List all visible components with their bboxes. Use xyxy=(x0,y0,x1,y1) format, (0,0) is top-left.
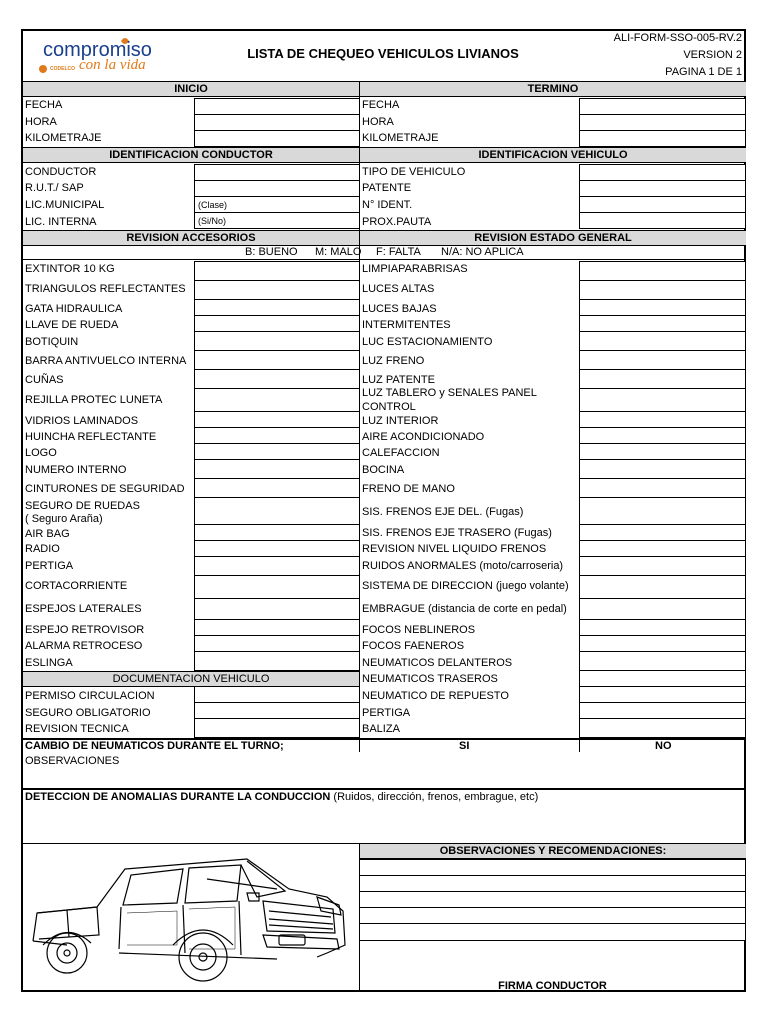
documentacion-header xyxy=(23,671,359,687)
answer-espejos-laterales[interactable] xyxy=(194,598,360,620)
cambio-divider-2 xyxy=(579,739,580,752)
revision-estado-header xyxy=(359,230,746,246)
obs-line-5[interactable] xyxy=(359,923,746,941)
inicio-hora-label: HORA xyxy=(25,116,57,128)
answer-frenos-eje-trasero[interactable] xyxy=(579,524,746,541)
item-sistema-direccion: SISTEMA DE DIRECCION (juego volante) xyxy=(362,580,569,592)
deteccion-label-wrapper xyxy=(25,790,538,804)
answer-botiquin[interactable] xyxy=(194,331,360,351)
answer-focos-neblineros[interactable] xyxy=(579,619,746,636)
observaciones-label: OBSERVACIONES xyxy=(25,755,120,767)
item-aire-acondicionado: AIRE ACONDICIONADO xyxy=(362,431,485,443)
answer-neumaticos-delanteros[interactable] xyxy=(579,651,746,671)
answer-logo[interactable] xyxy=(194,443,360,460)
item-huincha: HUINCHA REFLECTANTE xyxy=(25,431,157,443)
answer-triangulos[interactable] xyxy=(194,280,360,300)
item-focos-neblineros: FOCOS NEBLINEROS xyxy=(362,624,476,636)
answer-cortacorriente[interactable] xyxy=(194,575,360,599)
answer-radio[interactable] xyxy=(194,540,360,557)
cambio-no-label: NO xyxy=(655,740,672,752)
cambio-si-label: SI xyxy=(459,740,470,752)
firma-conductor-label: FIRMA CONDUCTOR xyxy=(498,980,607,992)
obs-recomendaciones-title: OBSERVACIONES Y RECOMENDACIONES: xyxy=(439,845,667,857)
item-extintor: EXTINTOR 10 KG xyxy=(25,263,115,275)
item-air-bag: AIR BAG xyxy=(25,528,70,540)
revision-accesorios-header xyxy=(23,230,359,246)
patente-field[interactable] xyxy=(579,180,746,197)
item-numero-interno: NUMERO INTERNO xyxy=(25,464,127,476)
id-conductor-header xyxy=(23,147,359,163)
form-title: LISTA DE CHEQUEO VEHICULOS LIVIANOS xyxy=(247,46,519,61)
answer-limpiaparabrisas[interactable] xyxy=(579,261,746,281)
item-rejilla: REJILLA PROTEC LUNETA xyxy=(25,394,163,406)
item-neumaticos-delanteros: NEUMATICOS DELANTEROS xyxy=(362,657,513,669)
cambio-divider-1 xyxy=(359,739,360,752)
deteccion-area[interactable] xyxy=(23,805,746,844)
checklist-form xyxy=(21,29,746,992)
item-seguro-arana: ( Seguro Araña) xyxy=(25,513,103,525)
item-frenos-eje-trasero: SIS. FRENOS EJE TRASERO (Fugas) xyxy=(362,527,552,539)
legend-bueno: B: BUENO xyxy=(245,246,298,258)
termino-fecha-field[interactable] xyxy=(579,98,746,115)
n-ident-label: N° IDENT. xyxy=(362,199,413,211)
item-neumatico-repuesto: NEUMATICO DE REPUESTO xyxy=(362,690,509,702)
inicio-title: INICIO xyxy=(174,83,208,95)
lic-municipal-label: LIC.MUNICIPAL xyxy=(25,199,105,211)
item-limpiaparabrisas: LIMPIAPARABRISAS xyxy=(362,263,468,275)
answer-gata[interactable] xyxy=(194,299,360,316)
item-triangulos: TRIANGULOS REFLECTANTES xyxy=(25,283,186,295)
legend-falta: F: FALTA xyxy=(376,246,421,258)
id-vehiculo-title: IDENTIFICACION VEHICULO xyxy=(478,149,628,161)
answer-luz-freno[interactable] xyxy=(579,350,746,370)
si-no-hint: (Si/No) xyxy=(198,216,227,226)
item-freno-mano: FRENO DE MANO xyxy=(362,483,455,495)
item-luz-patente: LUZ PATENTE xyxy=(362,374,435,386)
item-luces-altas: LUCES ALTAS xyxy=(362,283,435,295)
answer-eslinga[interactable] xyxy=(194,651,360,671)
termino-title: TERMINO xyxy=(527,83,579,95)
observaciones-area[interactable] xyxy=(23,753,746,789)
item-luz-freno: LUZ FRENO xyxy=(362,355,425,367)
answer-frenos-eje-del[interactable] xyxy=(579,497,746,525)
item-ruidos-anormales: RUIDOS ANORMALES (moto/carroseria) xyxy=(362,560,564,572)
item-pertiga-right: PERTIGA xyxy=(362,707,411,719)
item-eslinga: ESLINGA xyxy=(25,657,73,669)
logo-main-text: compromiso xyxy=(43,39,152,61)
answer-cunas[interactable] xyxy=(194,369,360,389)
termino-kilometraje-field[interactable] xyxy=(579,130,746,147)
conductor-label: CONDUCTOR xyxy=(25,166,97,178)
tipo-vehiculo-field[interactable] xyxy=(579,164,746,181)
inicio-header xyxy=(23,81,359,97)
logo-sub-text: con la vida xyxy=(79,57,146,73)
cambio-row xyxy=(23,738,746,752)
item-liquido-frenos: REVISION NIVEL LIQUIDO FRENOS xyxy=(362,543,547,555)
answer-luz-patente[interactable] xyxy=(579,369,746,389)
answer-aire-acondicionado[interactable] xyxy=(579,427,746,444)
item-luz-tablero: LUZ TABLERO y SENALES PANEL xyxy=(362,387,537,399)
doc-revision-label: REVISION TECNICA xyxy=(25,723,129,735)
rut-sap-label: R.U.T./ SAP xyxy=(25,182,84,194)
inicio-fecha-field[interactable] xyxy=(194,98,360,115)
obs-line-4[interactable] xyxy=(359,907,746,924)
item-bocina: BOCINA xyxy=(362,464,405,476)
item-espejo-retrovisor: ESPEJO RETROVISOR xyxy=(25,624,145,636)
logo xyxy=(33,35,183,77)
answer-calefaccion[interactable] xyxy=(579,443,746,460)
obs-line-3[interactable] xyxy=(359,891,746,908)
item-focos-faeneros: FOCOS FAENEROS xyxy=(362,640,465,652)
answer-luc-estacionamiento[interactable] xyxy=(579,331,746,351)
answer-permiso[interactable] xyxy=(194,686,360,703)
conductor-field[interactable] xyxy=(194,164,360,181)
lic-municipal-field[interactable] xyxy=(194,196,360,213)
form-version: VERSION 2 xyxy=(683,49,742,61)
lic-interna-field[interactable] xyxy=(194,212,360,229)
legend-no-aplica: N/A: NO APLICA xyxy=(441,246,524,258)
answer-vidrios[interactable] xyxy=(194,411,360,428)
pickup-truck-illustration xyxy=(27,849,355,989)
doc-seguro-label: SEGURO OBLIGATORIO xyxy=(25,707,151,719)
legend-row xyxy=(23,245,746,260)
legend-malo: M: MALO xyxy=(315,246,362,258)
center-divider xyxy=(359,81,360,738)
revision-accesorios-title: REVISION ACCESORIOS xyxy=(126,232,256,244)
prox-pauta-field[interactable] xyxy=(579,212,746,229)
answer-seguro-ruedas[interactable] xyxy=(194,497,360,525)
inicio-fecha-label: FECHA xyxy=(25,99,63,111)
cambio-label: CAMBIO DE NEUMATICOS DURANTE EL TURNO; xyxy=(25,740,284,752)
answer-liquido-frenos[interactable] xyxy=(579,540,746,557)
answer-air-bag[interactable] xyxy=(194,524,360,541)
id-conductor-title: IDENTIFICACION CONDUCTOR xyxy=(109,149,273,161)
item-radio: RADIO xyxy=(25,543,60,555)
item-alarma-retroceso: ALARMA RETROCESO xyxy=(25,640,143,652)
answer-baliza[interactable] xyxy=(579,718,746,738)
answer-alarma-retroceso[interactable] xyxy=(194,635,360,652)
answer-numero-interno[interactable] xyxy=(194,459,360,479)
termino-header xyxy=(359,81,746,97)
answer-luces-altas[interactable] xyxy=(579,280,746,300)
item-gata: GATA HIDRAULICA xyxy=(25,303,123,315)
rut-sap-field[interactable] xyxy=(194,180,360,197)
answer-sistema-direccion[interactable] xyxy=(579,575,746,599)
form-page: PAGINA 1 DE 1 xyxy=(665,66,742,78)
item-cinturones: CINTURONES DE SEGURIDAD xyxy=(25,483,185,495)
inicio-kilometraje-field[interactable] xyxy=(194,130,360,147)
answer-cinturones[interactable] xyxy=(194,478,360,498)
answer-embrague[interactable] xyxy=(579,598,746,620)
answer-pertiga-left[interactable] xyxy=(194,556,360,576)
item-espejos-laterales: ESPEJOS LATERALES xyxy=(25,603,142,615)
item-luz-interior: LUZ INTERIOR xyxy=(362,415,439,427)
deteccion-label-bold: DETECCION DE ANOMALIAS DURANTE LA CONDUCCION xyxy=(25,791,331,803)
obs-line-1[interactable] xyxy=(359,859,746,876)
answer-neumatico-repuesto[interactable] xyxy=(579,686,746,703)
item-intermitentes: INTERMITENTES xyxy=(362,319,451,331)
id-vehiculo-header xyxy=(359,147,746,163)
answer-luz-interior[interactable] xyxy=(579,411,746,428)
lic-interna-label: LIC. INTERNA xyxy=(25,216,97,228)
item-luces-bajas: LUCES BAJAS xyxy=(362,303,437,315)
answer-llave-rueda[interactable] xyxy=(194,315,360,332)
item-pertiga-left: PERTIGA xyxy=(25,560,74,572)
answer-seguro[interactable] xyxy=(194,702,360,719)
obs-recomendaciones-header xyxy=(359,844,746,859)
item-botiquin: BOTIQUIN xyxy=(25,336,79,348)
item-seguro-ruedas: SEGURO DE RUEDAS xyxy=(25,500,140,512)
item-neumaticos-traseros: NEUMATICOS TRASEROS xyxy=(362,673,498,685)
item-llave-rueda: LLAVE DE RUEDA xyxy=(25,319,119,331)
item-luc-estacionamiento: LUC ESTACIONAMIENTO xyxy=(362,336,493,348)
answer-neumaticos-traseros[interactable] xyxy=(579,670,746,687)
revision-estado-title: REVISION ESTADO GENERAL xyxy=(474,232,632,244)
termino-hora-field[interactable] xyxy=(579,114,746,131)
answer-extintor[interactable] xyxy=(194,261,360,281)
documentacion-title: DOCUMENTACION VEHICULO xyxy=(112,673,270,685)
patente-label: PATENTE xyxy=(362,182,412,194)
answer-intermitentes[interactable] xyxy=(579,315,746,332)
answer-pertiga-right[interactable] xyxy=(579,702,746,719)
answer-bocina[interactable] xyxy=(579,459,746,479)
answer-luces-bajas[interactable] xyxy=(579,299,746,316)
answer-barra-antivuelco[interactable] xyxy=(194,350,360,370)
form-code: ALI-FORM-SSO-005-RV.2 xyxy=(613,32,742,44)
tipo-vehiculo-label: TIPO DE VEHICULO xyxy=(362,166,466,178)
termino-hora-label: HORA xyxy=(362,116,394,128)
inicio-kilometraje-label: KILOMETRAJE xyxy=(25,132,102,144)
deteccion-label-rest: (Ruidos, dirección, frenos, embrague, etc) xyxy=(333,791,539,803)
logo-brand-text: CODELCO xyxy=(50,66,75,72)
item-barra-antivuelco: BARRA ANTIVUELCO INTERNA xyxy=(25,355,187,367)
answer-ruidos-anormales[interactable] xyxy=(579,556,746,576)
item-embrague: EMBRAGUE (distancia de corte en pedal) xyxy=(362,603,567,615)
answer-freno-mano[interactable] xyxy=(579,478,746,498)
termino-fecha-label: FECHA xyxy=(362,99,400,111)
inicio-hora-field[interactable] xyxy=(194,114,360,131)
item-calefaccion: CALEFACCION xyxy=(362,447,440,459)
item-control: CONTROL xyxy=(362,401,416,413)
deteccion-header xyxy=(23,789,746,803)
answer-rejilla[interactable] xyxy=(194,388,360,412)
obs-line-2[interactable] xyxy=(359,875,746,892)
answer-luz-tablero[interactable] xyxy=(579,388,746,412)
item-logo: LOGO xyxy=(25,447,57,459)
item-cunas: CUÑAS xyxy=(25,374,64,386)
prox-pauta-label: PROX.PAUTA xyxy=(362,216,432,228)
item-cortacorriente: CORTACORRIENTE xyxy=(25,580,128,592)
item-vidrios: VIDRIOS LAMINADOS xyxy=(25,415,139,427)
clase-hint: (Clase) xyxy=(198,200,228,210)
termino-kilometraje-label: KILOMETRAJE xyxy=(362,132,439,144)
answer-revision-tecnica[interactable] xyxy=(194,718,360,738)
answer-focos-faeneros[interactable] xyxy=(579,635,746,652)
item-frenos-eje-del: SIS. FRENOS EJE DEL. (Fugas) xyxy=(362,506,524,518)
n-ident-field[interactable] xyxy=(579,196,746,213)
doc-permiso-label: PERMISO CIRCULACION xyxy=(25,690,155,702)
answer-huincha[interactable] xyxy=(194,427,360,444)
item-baliza: BALIZA xyxy=(362,723,400,735)
answer-espejo-retrovisor[interactable] xyxy=(194,619,360,636)
